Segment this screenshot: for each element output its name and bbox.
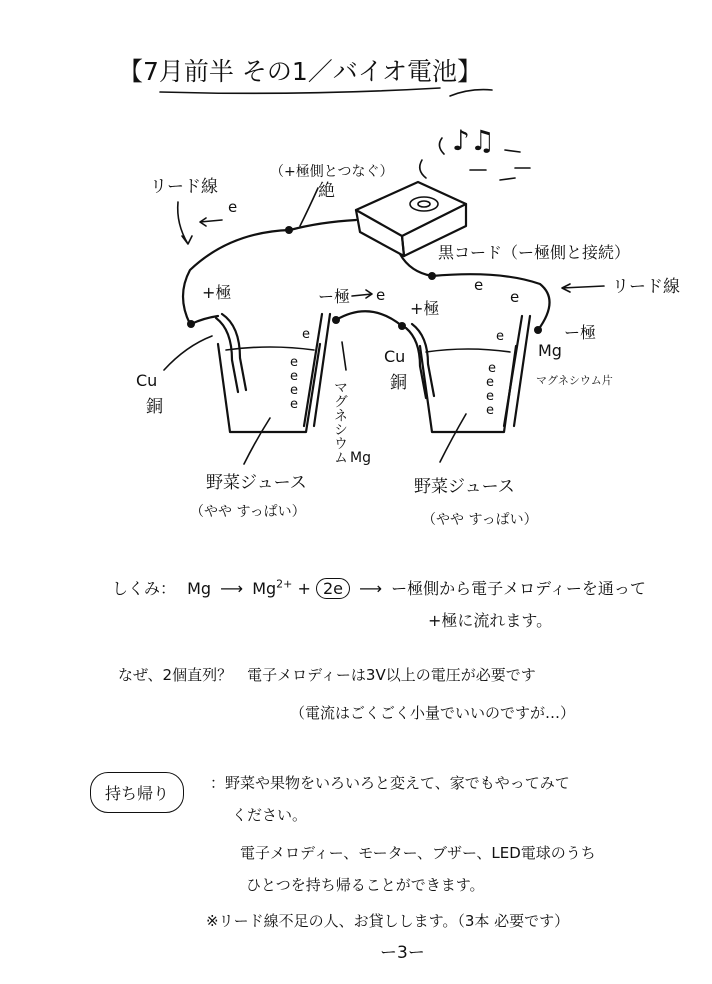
electron-label: e <box>474 276 484 294</box>
copper-label-left: 銅 <box>146 397 163 417</box>
lead-wire-label-left: リード線 <box>150 177 218 197</box>
insulated-wire <box>183 220 356 324</box>
juice-sub-left: （やや すっぱい） <box>190 504 306 520</box>
electron-label: e <box>510 288 520 306</box>
electron-arrow <box>200 218 222 226</box>
sound-wave <box>450 90 492 96</box>
juice-label-right: 野菜ジュース <box>414 477 515 497</box>
magnesium-piece-label: マグネシウム片 <box>536 374 613 387</box>
pointer-arrow <box>562 284 604 292</box>
cu-label-left: Cu <box>136 371 158 390</box>
reaction-plus: + <box>297 579 311 598</box>
electron-label: e <box>302 327 310 342</box>
sound-wave <box>439 138 444 154</box>
electron-label: e <box>290 383 298 398</box>
electron-label: e <box>486 389 494 404</box>
take-home-text-4: ひとつを持ち帰ることができます。 <box>246 876 485 894</box>
copper-plate-left <box>222 314 246 390</box>
electron-label: e <box>486 403 494 418</box>
insulated-wire-note2: 絶 <box>318 181 335 201</box>
magnesium-vertical-label: マグネシウム <box>332 380 348 464</box>
music-notes: ♪♫ <box>452 124 495 157</box>
page-title: 【7月前半 その1／バイオ電池】 <box>118 57 483 86</box>
pointer-arrow <box>164 336 212 370</box>
wire-joint <box>285 226 293 234</box>
title-underline <box>160 88 440 93</box>
copper-label-right: 銅 <box>390 373 407 393</box>
pointer-arrow <box>244 418 270 464</box>
plus-pole-label-middle: +極 <box>410 299 440 318</box>
black-wire-label: 黒コード（ー極側と接続） <box>438 243 631 262</box>
bridge-clip <box>398 322 406 330</box>
page-number: ー3ー <box>380 943 425 963</box>
juice-sub-right: （やや すっぱい） <box>422 512 538 528</box>
reaction-ion-charge: 2+ <box>276 577 293 591</box>
pointer-arrow <box>178 202 192 244</box>
reaction-arrow: ⟶ <box>359 579 383 598</box>
pointer-arrow <box>440 414 466 462</box>
reaction-equation <box>112 576 646 599</box>
insulated-wire-note: （+極側とつなぐ） <box>270 164 394 180</box>
reaction-arrow: ⟶ <box>220 579 244 598</box>
electron-label: e <box>290 369 298 384</box>
reaction-mg: Mg <box>187 579 212 598</box>
wire-joint <box>428 272 436 280</box>
bridge-wire <box>336 311 402 326</box>
minus-pole-label-middle: ー極 <box>318 287 351 306</box>
right-cup <box>420 346 516 432</box>
take-home-text-3: 電子メロディー、モーター、ブザー、LED電球のうち <box>240 844 596 862</box>
electron-label: e <box>486 375 494 390</box>
lead-wire-note: ※リード線不足の人、お貸しします。（3本 必要です） <box>206 912 570 930</box>
cu-label-right: Cu <box>384 347 406 366</box>
reaction-electrons: 2e <box>316 578 350 599</box>
terminal-clip <box>534 326 542 334</box>
take-home-label: 持ち帰り <box>90 772 184 813</box>
bridge-clip <box>332 316 340 324</box>
plus-pole-label-left: +極 <box>202 283 232 302</box>
electron-arrow <box>352 290 372 298</box>
electron-label: e <box>376 286 386 304</box>
why-text-2: （電流はごくごく小量でいいのですが…） <box>290 704 576 722</box>
electron-label: e <box>496 329 504 344</box>
pointer-arrow <box>342 342 346 370</box>
mg-label-right: Mg <box>538 341 562 360</box>
reaction-ion: Mg <box>252 579 277 598</box>
lead-wire-label-right: リード線 <box>612 277 680 297</box>
reaction-text-1: ー極側から電子メロディーを通って <box>391 579 646 598</box>
sound-wave <box>500 178 515 180</box>
take-home-text-2: ください。 <box>232 806 308 824</box>
take-home-text-1: ：野菜や果物をいろいろと変えて、家でもやってみて <box>210 774 570 792</box>
sound-wave <box>505 150 520 152</box>
mg-label-middle: Mg <box>350 450 371 466</box>
juice-label-left: 野菜ジュース <box>206 473 307 493</box>
electron-label: e <box>290 355 298 370</box>
reaction-prefix: しくみ： <box>112 579 177 598</box>
electron-label: e <box>488 361 496 376</box>
electron-label: e <box>290 397 298 412</box>
sound-wave <box>420 160 426 178</box>
electron-label: e <box>228 198 238 216</box>
reaction-text-2: +極に流れます。 <box>428 611 553 630</box>
minus-pole-label-right: ー極 <box>564 323 597 342</box>
why-text-1: なぜ、2個直列？ 電子メロディーは3V以上の電圧が必要です <box>118 666 536 684</box>
clip-wire <box>191 316 218 324</box>
pointer-arrow <box>300 188 318 226</box>
